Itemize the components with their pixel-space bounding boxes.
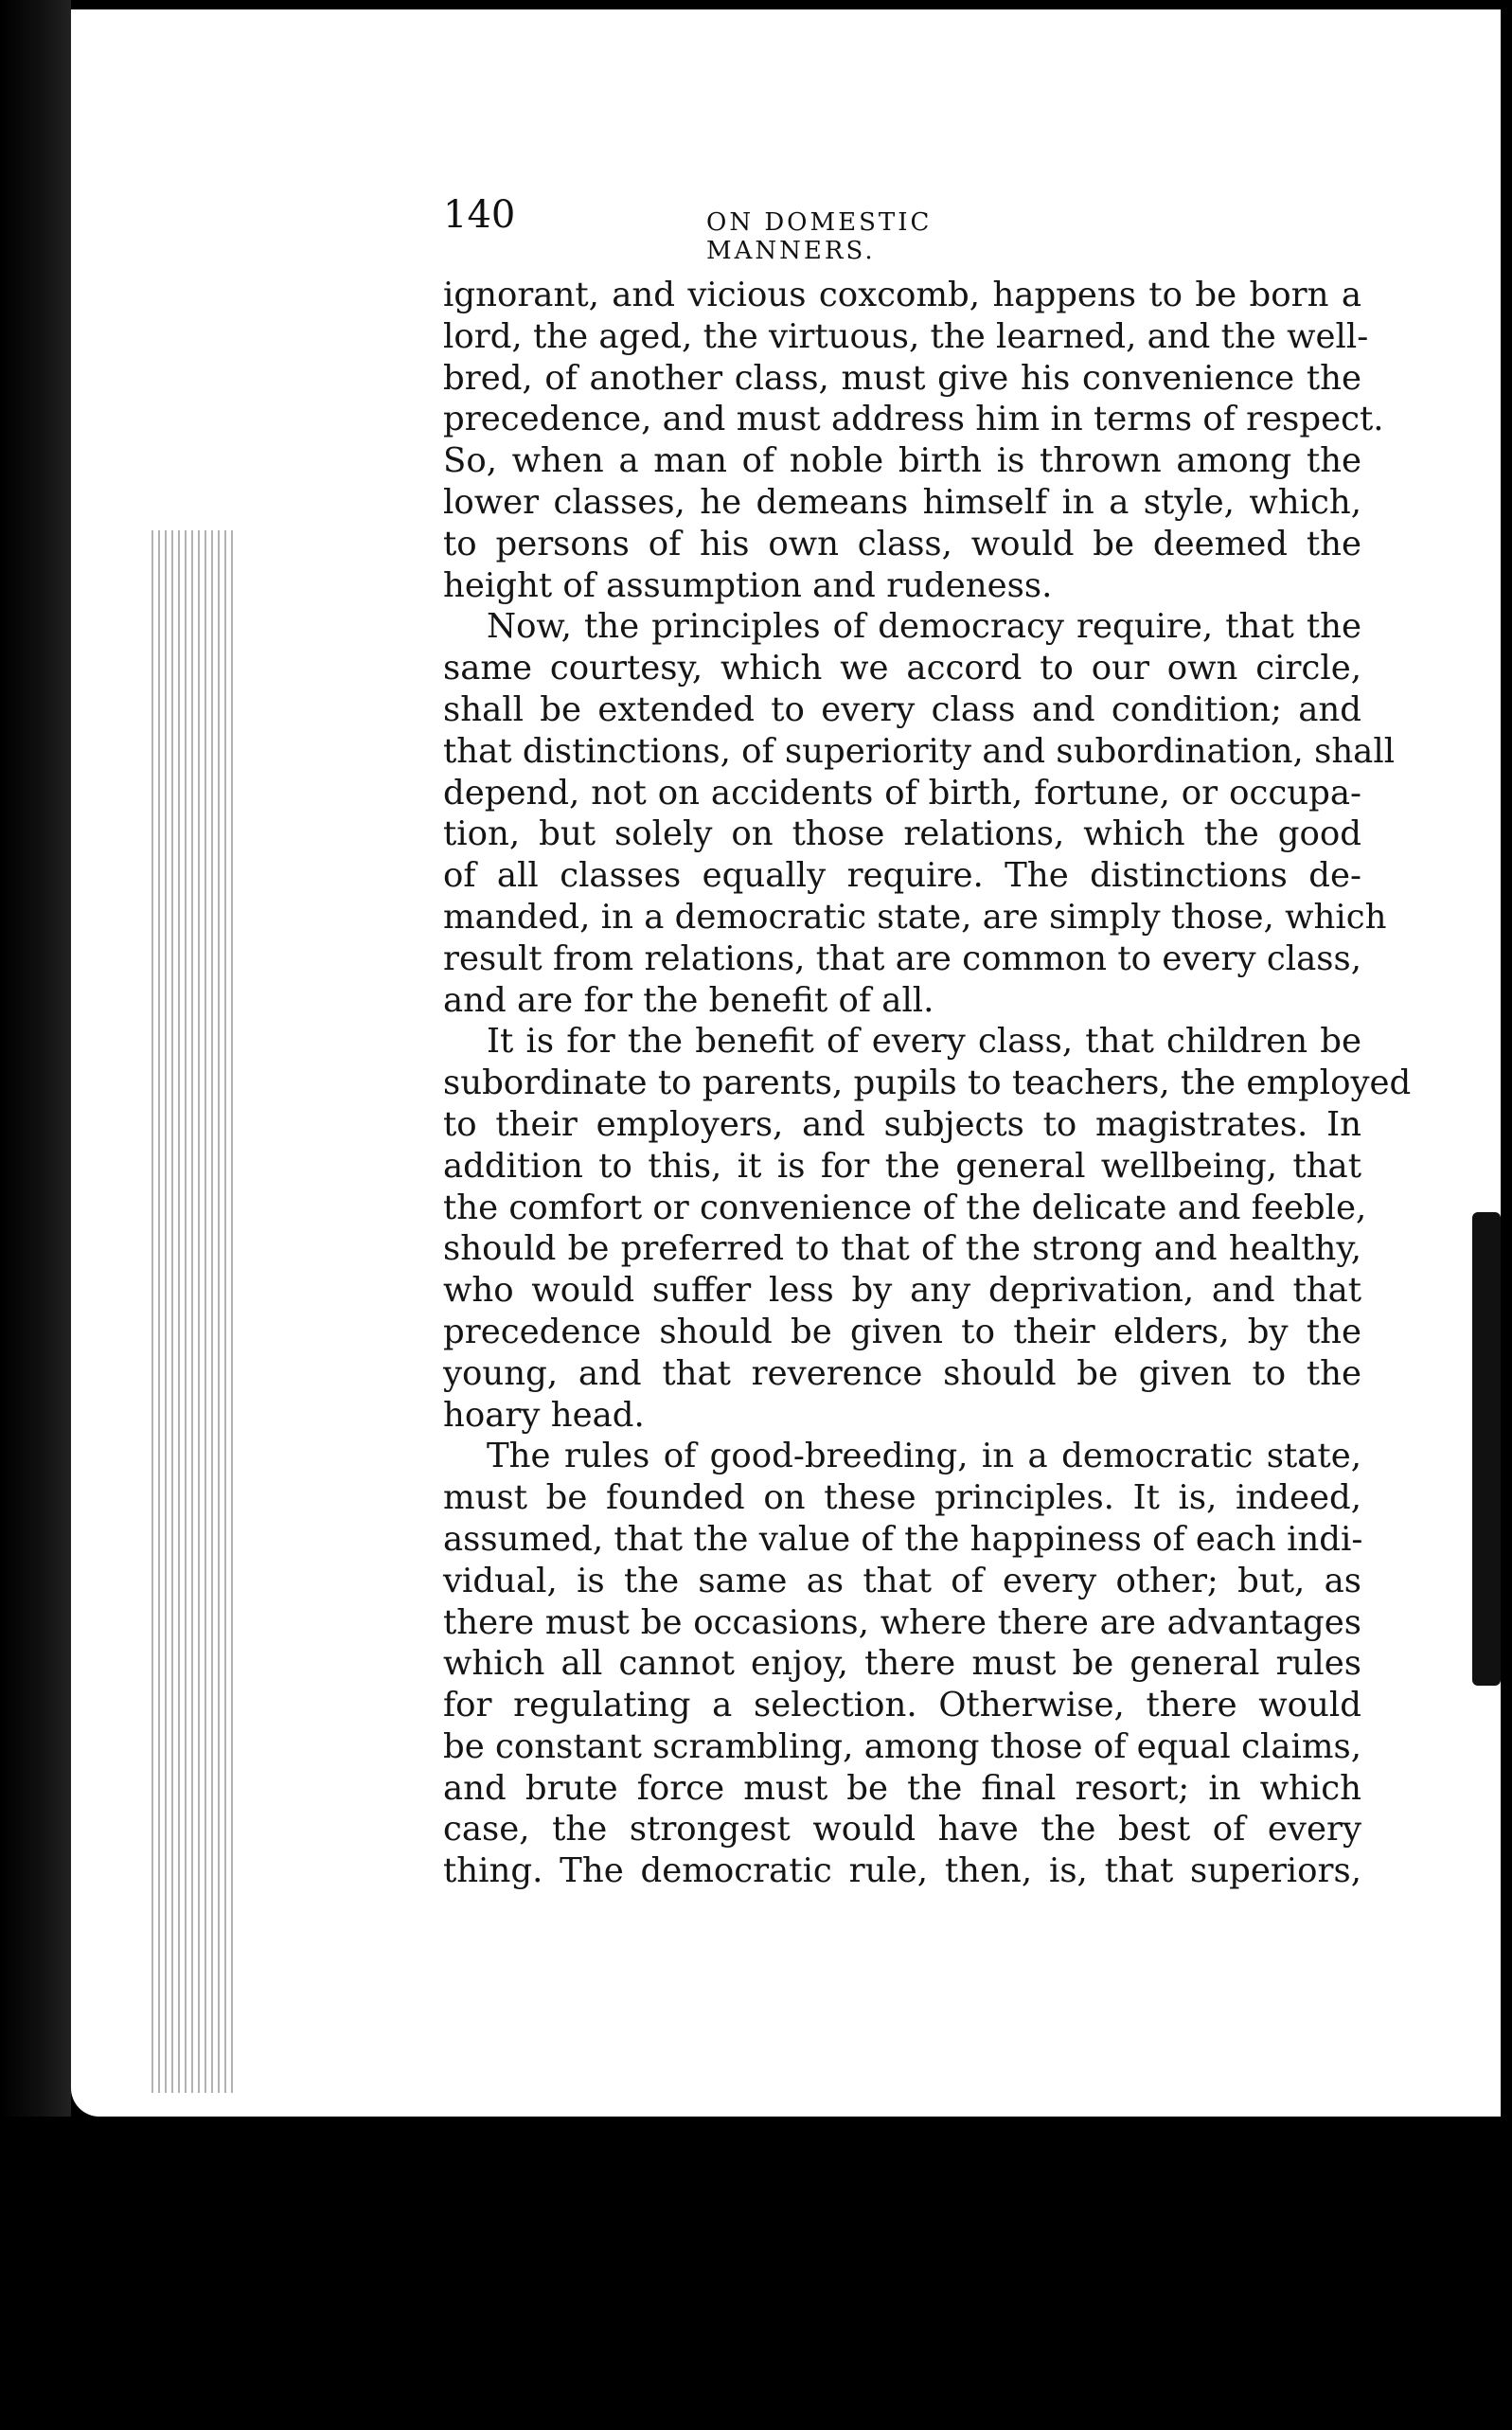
running-title: ON DOMESTIC MANNERS. [706, 208, 933, 265]
text-line: shall be extended to every class and condition; and [443, 689, 1361, 729]
text-line: be constant scrambling, among those of equal claims, [443, 1726, 1361, 1766]
text-line: same courtesy, which we accord to our own circle, [443, 649, 1361, 688]
text-line: height of assumption and rudeness. [443, 565, 1053, 605]
text-line: young, and that reverence should be given to the [443, 1353, 1361, 1393]
text-line: case, the strongest would have the best of every [443, 1810, 1361, 1849]
text-line: to their employers, and subjects to magistrates. In [443, 1104, 1361, 1144]
page-number: 140 [443, 193, 516, 237]
text-line: and brute force must be the final resort; in which [443, 1768, 1361, 1808]
text-line: which all cannot enjoy, there must be general rules [443, 1644, 1361, 1684]
text-line: that distinctions, of superiority and subordination, shall [443, 731, 1396, 771]
scan-bottom-shadow [0, 2117, 1512, 2430]
gutter-binding-shadow [151, 530, 237, 2093]
text-line: and are for the benefit of all. [443, 980, 934, 1020]
text-line: precedence should be given to their elders, by the [443, 1312, 1361, 1351]
text-line: should be preferred to that of the strong and healthy, [443, 1229, 1361, 1269]
text-line: of all classes equally require. The distinctions de- [443, 856, 1361, 896]
text-line: lower classes, he demeans himself in a style, which, [443, 482, 1361, 522]
text-line: vidual, is the same as that of every other; but, as [443, 1561, 1361, 1600]
text-line: tion, but solely on those relations, which the good [443, 814, 1361, 854]
text-line: thing. The democratic rule, then, is, that superiors, [443, 1851, 1361, 1891]
text-line: precedence, and must address him in terms of respect. [443, 400, 1384, 439]
text-line: result from relations, that are common to every class, [443, 938, 1361, 978]
text-line: hoary head. [443, 1395, 645, 1435]
text-line: to persons of his own class, would be deemed the [443, 524, 1361, 563]
page-header [443, 189, 1106, 265]
text-line: addition to this, it is for the general wellbeing, that [443, 1146, 1361, 1186]
right-edge-shadow [1472, 1212, 1501, 1686]
text-line: manded, in a democratic state, are simply those, which [443, 897, 1387, 937]
text-line: for regulating a selection. Otherwise, there would [443, 1686, 1361, 1725]
text-line: must be founded on these principles. It is, indeed, [443, 1478, 1361, 1518]
text-line: So, when a man of noble birth is thrown among the [443, 441, 1361, 481]
text-line: assumed, that the value of the happiness of each indi- [443, 1519, 1363, 1559]
text-line: Now, the principles of democracy require, that the [487, 607, 1361, 647]
text-line: bred, of another class, must give his convenience the [443, 358, 1361, 398]
text-line: depend, not on accidents of birth, fortune, or occupa- [443, 773, 1361, 813]
body-text [443, 275, 1412, 1892]
text-line: The rules of good-breeding, in a democratic state, [487, 1437, 1361, 1476]
text-line: who would suffer less by any deprivation, and that [443, 1271, 1361, 1311]
text-line: subordinate to parents, pupils to teachers, the employed [443, 1063, 1412, 1103]
text-line: It is for the benefit of every class, that children be [487, 1022, 1361, 1062]
text-line: ignorant, and vicious coxcomb, happens to be born a [443, 276, 1361, 314]
text-line: there must be occasions, where there are advantages [443, 1602, 1361, 1642]
scan-gutter-shadow [0, 0, 71, 2430]
text-line: the comfort or convenience of the delicate and feeble, [443, 1188, 1367, 1227]
text-line: lord, the aged, the virtuous, the learned, and the well- [443, 316, 1369, 356]
